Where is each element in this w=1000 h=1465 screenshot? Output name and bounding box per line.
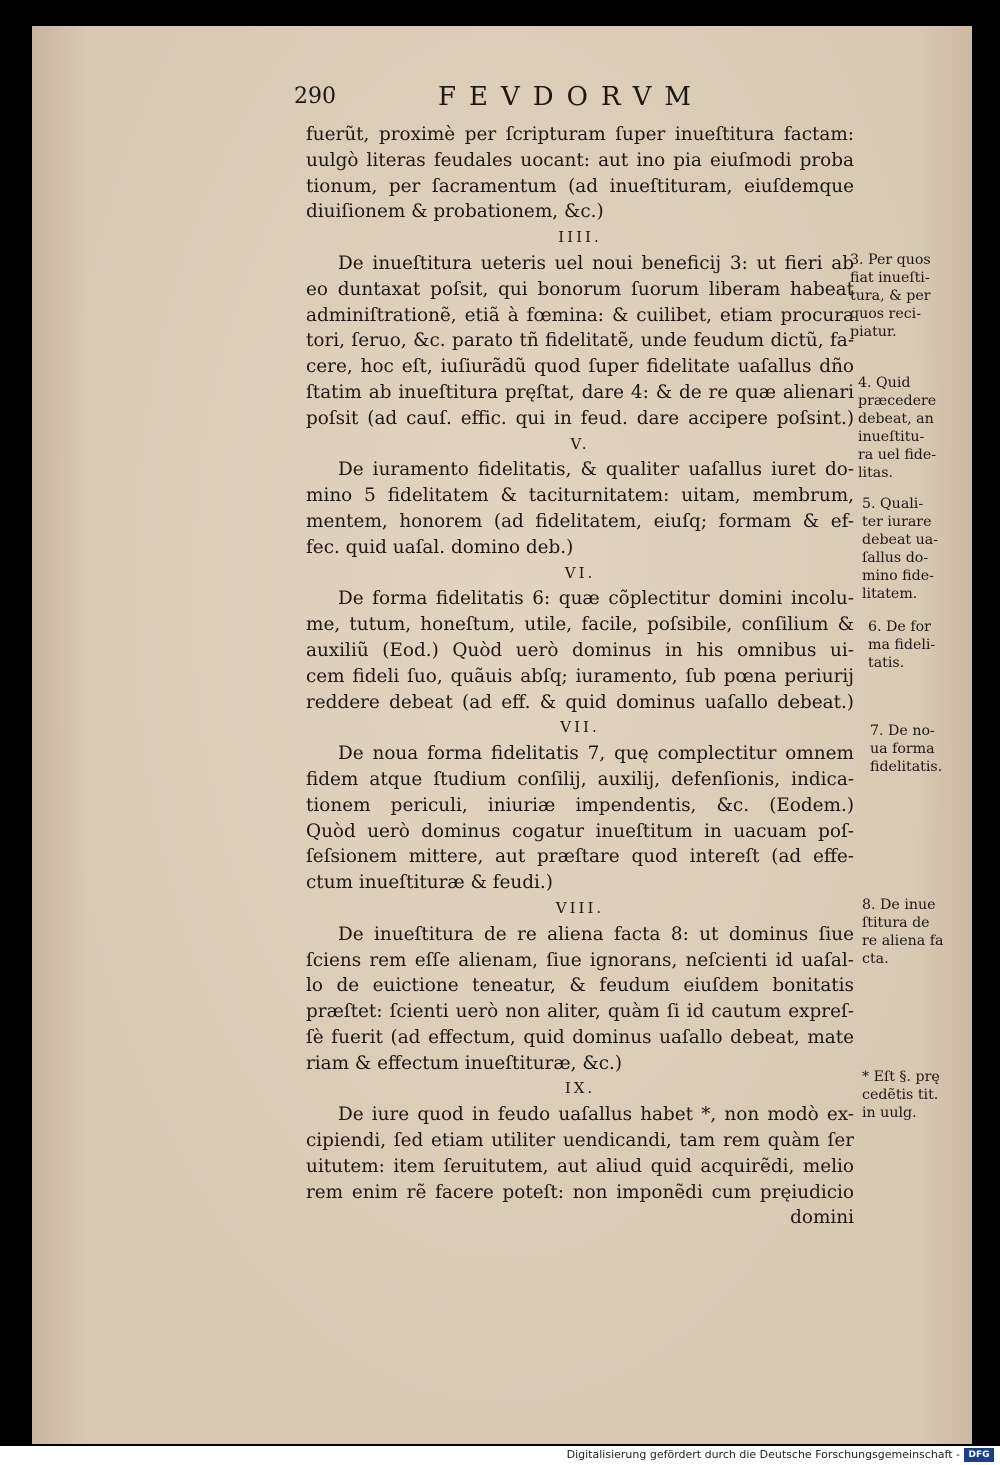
margin-line: tatis.: [868, 655, 905, 671]
section-heading: V.: [570, 434, 590, 453]
marginal-note: [850, 251, 960, 341]
text-line: præſtet: ſcienti uerò non aliter, quàm ſi id cautum expreſ-: [306, 1001, 854, 1023]
text-line: mentem, honorem (ad fidelitatem, eiuſq; formam & ef-: [306, 510, 854, 532]
margin-line: tura, & per: [850, 288, 931, 304]
margin-line: cedẽtis tit.: [862, 1087, 939, 1103]
marginal-note: [858, 374, 968, 482]
section-heading: IIII.: [558, 228, 602, 247]
margin-line: litas.: [858, 465, 894, 481]
text-line: cere, hoc eſt, iuſiurãdũ quod ſuper fidelitate uaſallus dño: [306, 356, 854, 378]
margin-line: 7. De no-: [870, 723, 935, 739]
text-line: poſsit (ad cauſ. effic. qui in feud. dare accipere poſsint.): [306, 407, 854, 429]
running-title: FEVDORVM: [438, 82, 705, 112]
margin-line: mino fide-: [862, 568, 934, 584]
margin-line: ua forma: [870, 741, 935, 757]
margin-line: * Eſt §. prę: [862, 1069, 940, 1085]
text-line: uitutem: item ſeruitutem, aut aliud quid acquirẽdi, melio: [306, 1155, 854, 1177]
page-number: 290: [294, 84, 336, 109]
marginal-note: [870, 722, 980, 776]
text-line: fec. quid uaſal. domino deb.): [306, 536, 574, 558]
margin-line: præcedere: [858, 393, 937, 409]
margin-line: quos reci-: [850, 306, 922, 322]
text-line: ſciens rem eſſe alienam, ſiue ignorans, neſcienti id uaſal-: [306, 949, 854, 971]
text-line: ſeſsionem mittere, aut præſtare quod intereſt (ad effe-: [306, 846, 854, 868]
margin-line: ter iurare: [862, 514, 932, 530]
dfg-logo-icon: DFG: [964, 1448, 994, 1462]
margin-line: litatem.: [862, 586, 918, 602]
section-heading: VIII.: [555, 898, 605, 917]
margin-line: fiat inueſti-: [850, 270, 930, 286]
section-heading: IX.: [564, 1079, 596, 1098]
text-line: diuiſionem & probationem, &c.): [306, 201, 604, 223]
margin-line: 5. Quali-: [862, 496, 924, 512]
margin-line: 8. De inue: [862, 897, 936, 913]
footer-bar: [0, 1446, 1000, 1465]
margin-line: ra uel fide-: [858, 447, 937, 463]
text-line: cem fideli ſuo, quãuis abſq; iuramento, ſub pœna periurij: [306, 665, 854, 687]
text-line: reddere debeat (ad eff. & quid dominus uaſallo debeat.): [306, 691, 854, 713]
text-line: tionem periculi, iniuriæ impendentis, &c. (Eodem.): [306, 794, 854, 816]
text-line: rem enim rẽ facere poteſt: non imponẽdi cum pręiudicio: [306, 1181, 854, 1203]
text-line: ſè fuerit (ad effectum, quid dominus uaſallo debeat, mate: [306, 1026, 854, 1048]
margin-line: ſallus do-: [862, 550, 929, 566]
margin-line: in uulg.: [862, 1105, 917, 1121]
text-line: De noua forma fidelitatis 7, quę complectitur omnem: [338, 743, 854, 765]
text-line: fuerũt, proximè per ſcripturam ſuper inueſtitura factam:: [306, 124, 854, 145]
text-line: ctum inueſtituræ & feudi.): [306, 872, 553, 894]
text-line: mino 5 fidelitatem & taciturnitatem: uitam, membrum,: [306, 485, 854, 507]
text-line: lo de euictione teneatur, & feudum eiuſdem bonitatis: [306, 975, 854, 997]
section-heading: VII.: [560, 718, 600, 737]
text-line: De inueſtitura de re aliena facta 8: ut dominus ſiue: [338, 923, 854, 945]
text-line: auxiliũ (Eod.) Quòd uerò dominus in his omnibus ui-: [306, 639, 854, 661]
catchword: domini: [790, 1207, 854, 1229]
margin-line: piatur.: [850, 324, 897, 340]
marginal-note: [862, 495, 972, 603]
text-line: De iure quod in feudo uaſallus habet *, non modò ex-: [338, 1104, 854, 1126]
text-line: me, tutum, honeſtum, utile, facile, poſsibile, conſilium &: [306, 614, 854, 636]
running-head: [268, 82, 968, 118]
text-line: fidem atque ſtudium conſilij, auxilij, defenſionis, indica-: [306, 768, 854, 790]
marginal-note: [868, 618, 978, 672]
text-line: eo duntaxat poſsit, qui bonorum ſuorum liberam habeat: [306, 278, 854, 300]
margin-line: 3. Per quos: [850, 252, 931, 268]
margin-line: debeat, an: [858, 411, 934, 427]
text-line: uulgò literas feudales uocant: aut ino pia eiuſmodi proba: [306, 149, 854, 171]
margin-line: debeat ua-: [862, 532, 939, 548]
text-line: De inueſtitura ueteris uel noui beneficij 3: ut fieri ab: [338, 252, 854, 274]
text-line: cipiendi, ſed etiam utiliter uendicandi, tam rem quàm ſer: [306, 1130, 854, 1152]
footer-credit: Digitalisierung gefördert durch die Deutsche Forschungsgemeinschaft -: [566, 1448, 960, 1461]
text-line: De iuramento fidelitatis, & qualiter uaſallus iuret do-: [338, 459, 854, 481]
text-line: De forma fidelitatis 6: quæ cõplectitur domini incolu-: [338, 588, 854, 610]
text-line: Quòd uerò dominus cogatur inueſtitum in uacuam poſ-: [306, 820, 854, 842]
marginal-note: [862, 896, 972, 968]
margin-line: ma fideli-: [868, 637, 936, 653]
margin-line: fidelitatis.: [870, 759, 943, 775]
text-line: tori, ſeruo, &c. parato tñ fidelitatẽ, unde feudum dictũ, fa-: [306, 330, 854, 352]
marginal-note: [862, 1068, 972, 1122]
text-line: ſtatim ab inueſtitura pręſtat, dare 4: & de re quæ alienari: [306, 381, 854, 403]
margin-line: re aliena fa: [862, 933, 944, 949]
margin-line: 4. Quid: [858, 375, 911, 391]
section-heading: VI.: [564, 563, 596, 582]
text-line: adminiſtrationẽ, etiã à fœmina: & cuilibet, etiam procura: [306, 304, 854, 326]
text-line: tionum, per ſacramentum (ad inueſtituram, eiuſdemque: [306, 175, 854, 197]
margin-line: inueſtitu-: [858, 429, 925, 445]
margin-line: 6. De for: [868, 619, 931, 635]
margin-line: cta.: [862, 951, 889, 967]
text-line: riam & effectum inueſtituræ, &c.): [306, 1052, 623, 1074]
main-text: [306, 122, 854, 1231]
margin-line: ſtitura de: [862, 915, 930, 931]
